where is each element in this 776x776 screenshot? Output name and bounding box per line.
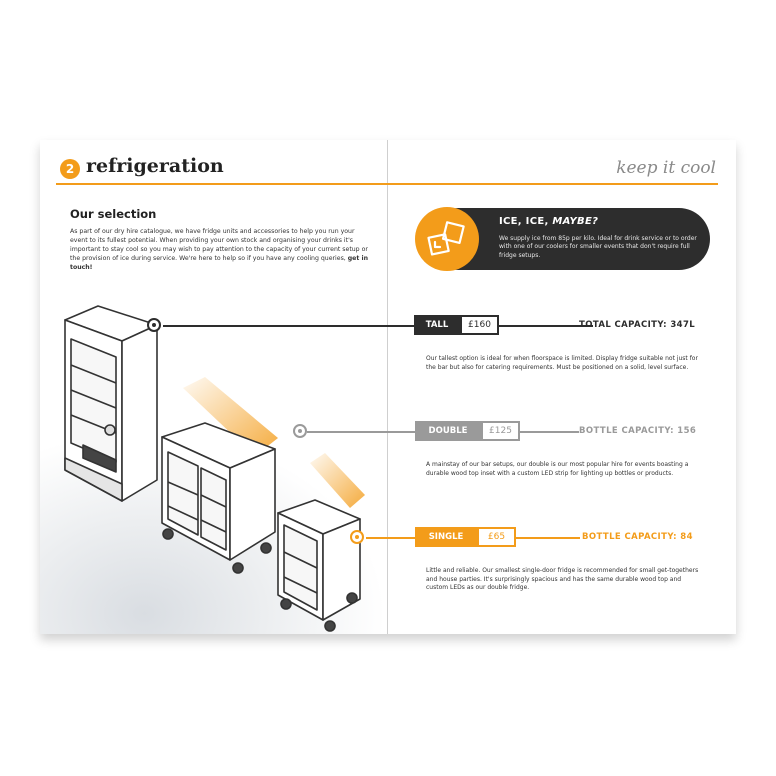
tall-fridge-illustration [65, 306, 157, 501]
single-capacity: BOTTLE CAPACITY: 84 [582, 532, 693, 542]
single-fridge-illustration [278, 500, 360, 631]
single-description: Little and reliable. Our smallest single-door fridge is recommended for small get-togethers and house parties. It's surprisingly spacious and has the same durable wood top and custom LEDs as our double fridge. [426, 567, 699, 592]
tall-marker-dot [147, 318, 161, 332]
double-tag [415, 421, 525, 441]
ice-heading-italic: MAYBE? [552, 216, 599, 227]
double-price: £125 [481, 421, 520, 441]
ice-cubes-icon [415, 207, 479, 271]
tall-capacity: TOTAL CAPACITY: 347L [579, 320, 696, 330]
double-marker-dot [293, 424, 307, 438]
tall-price: £160 [460, 315, 499, 335]
single-price: £65 [477, 527, 516, 547]
tall-connector-line [163, 325, 593, 327]
double-capacity: BOTTLE CAPACITY: 156 [579, 426, 697, 436]
single-tag [415, 527, 520, 547]
selection-heading: Our selection [70, 207, 157, 221]
ice-heading-plain: ICE, ICE, [499, 216, 553, 227]
single-fridge-led-glow [310, 453, 365, 508]
double-fridge-illustration [162, 423, 275, 573]
page-title: refrigeration [86, 155, 224, 177]
tall-tag [414, 315, 499, 335]
section-number-badge: 2 [60, 159, 80, 179]
fridge-illustrations [40, 140, 387, 634]
tagline: keep it cool [616, 158, 716, 178]
selection-body-text: As part of our dry hire catalogue, we have fridge units and accessories to help you run your event to its fullest potential. When providing your own stock and organising your drinks it's important to stay cool so you may wish to pay attention to the capacity of your current setup or the provision of ice during service. We're here to help so if you have any cooling queries, [70, 228, 368, 262]
ice-body: We supply ice from 85p per kilo. Ideal for drink service or to order with one of our coolers for smaller events that don't require full fridge setups. [499, 235, 697, 259]
single-name: SINGLE [415, 527, 477, 547]
ice-heading [499, 216, 598, 227]
single-marker-dot [350, 530, 364, 544]
ice-icon-circle [415, 207, 479, 271]
double-description: A mainstay of our bar setups, our double is our most popular hire for events boasting a durable wood top inset with a custom LED strip for lighting up bottles or products. [426, 461, 689, 477]
page-spine [387, 140, 388, 634]
get-in-touch-link[interactable]: get in touch! [70, 254, 369, 271]
double-name: DOUBLE [415, 421, 481, 441]
tall-description: Our tallest option is ideal for when floorspace is limited. Display fridge suitable not just for the bar but also for catering requirements. Must be positioned on a solid, level surface. [426, 355, 698, 371]
tall-name: TALL [414, 315, 460, 335]
